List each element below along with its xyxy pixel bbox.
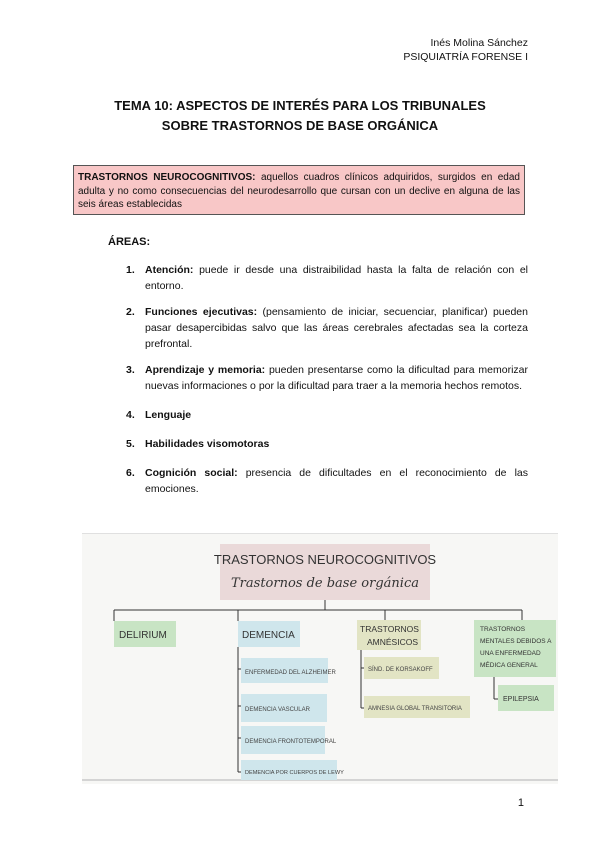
diagram-subtitle: Trastornos de base orgánica [231, 576, 419, 591]
list-item [126, 407, 528, 423]
mentales-line-2: MENTALES DEBIDOS A [480, 638, 552, 645]
page-header [403, 36, 528, 64]
areas-heading: ÁREAS: [108, 236, 151, 248]
diagram-title: TRASTORNOS NEUROCOGNITIVOS [213, 552, 437, 567]
item-term: Atención: [145, 264, 194, 276]
list-item [126, 304, 528, 352]
diagram-image [82, 533, 558, 784]
author-name: Inés Molina Sánchez [430, 37, 528, 49]
item-term: Funciones ejecutivas: [145, 306, 258, 318]
demencia-item-label: DEMENCIA POR CUERPOS DE LEWY [245, 770, 344, 776]
item-number: 3. [126, 364, 135, 376]
title-line-2: SOBRE TRASTORNOS DE BASE ORGÁNICA [161, 118, 439, 133]
list-item [126, 362, 528, 394]
definition-box [73, 165, 525, 215]
demencia-item-label: DEMENCIA FRONTOTEMPORAL [245, 739, 337, 745]
epilepsia-label: EPILEPSIA [503, 696, 539, 703]
delirium-label: DELIRIUM [119, 630, 167, 641]
page-number: 1 [517, 797, 524, 809]
item-number: 2. [126, 306, 135, 318]
item-text: (pensamiento de iniciar, secuenciar, planificar) pueden pasar desapercibidas salvo que las áreas cerebrales afectadas sea la corteza prefrontal. [145, 306, 528, 350]
item-number: 5. [126, 438, 135, 450]
course-name: PSIQUIATRÍA FORENSE I [403, 51, 528, 63]
amnesicos-item-label: SÍND. DE KORSAKOFF [368, 667, 433, 673]
mentales-line-4: MÉDICA GENERAL [480, 662, 538, 669]
item-text: presencia de dificultades en el reconocimiento de las emociones. [145, 467, 528, 495]
item-number: 6. [126, 467, 135, 479]
item-number: 4. [126, 409, 135, 421]
amnesicos-label-1: TRASTORNOS [360, 624, 419, 634]
definition-text: aquellos cuadros clínicos adquiridos, surgidos en edad adulta y no como consecuencias del neurodesarrollo que cursan con un declive en alguna de las seis áreas establecidas [78, 172, 520, 210]
demencia-item-label: DEMENCIA VASCULAR [245, 707, 310, 713]
item-term: Cognición social: [145, 467, 238, 479]
amnesicos-label-2: AMNÉSICOS [367, 637, 419, 647]
item-number: 1. [126, 264, 135, 276]
item-term: Habilidades visomotoras [145, 438, 270, 450]
item-text: pueden presentarse como la dificultad para memorizar nuevas informaciones o por la dificultad para traer a la memoria hechos remotos. [145, 364, 528, 392]
demencia-label: DEMENCIA [242, 630, 295, 641]
list-item [126, 436, 528, 452]
item-term: Aprendizaje y memoria: [145, 364, 266, 376]
diagram-svg [82, 534, 558, 784]
demencia-item-label: ENFERMEDAD DEL ALZHEIMER [245, 670, 336, 676]
mentales-line-3: UNA ENFERMEDAD [480, 650, 541, 657]
document-title [60, 96, 540, 136]
mentales-line-1: TRASTORNOS [480, 626, 526, 633]
item-term: Lenguaje [145, 409, 192, 421]
list-item [126, 262, 528, 294]
list-item [126, 465, 528, 497]
title-line-1: TEMA 10: ASPECTOS DE INTERÉS PARA LOS TRIBUNALES [114, 98, 486, 113]
definition-term: TRASTORNOS NEUROCOGNITIVOS: [78, 172, 256, 183]
amnesicos-item-label: AMNESIA GLOBAL TRANSITORIA [368, 706, 462, 712]
areas-list [126, 262, 528, 497]
item-text: puede ir desde una distraibilidad hasta la falta de relación con el entorno. [145, 264, 528, 292]
